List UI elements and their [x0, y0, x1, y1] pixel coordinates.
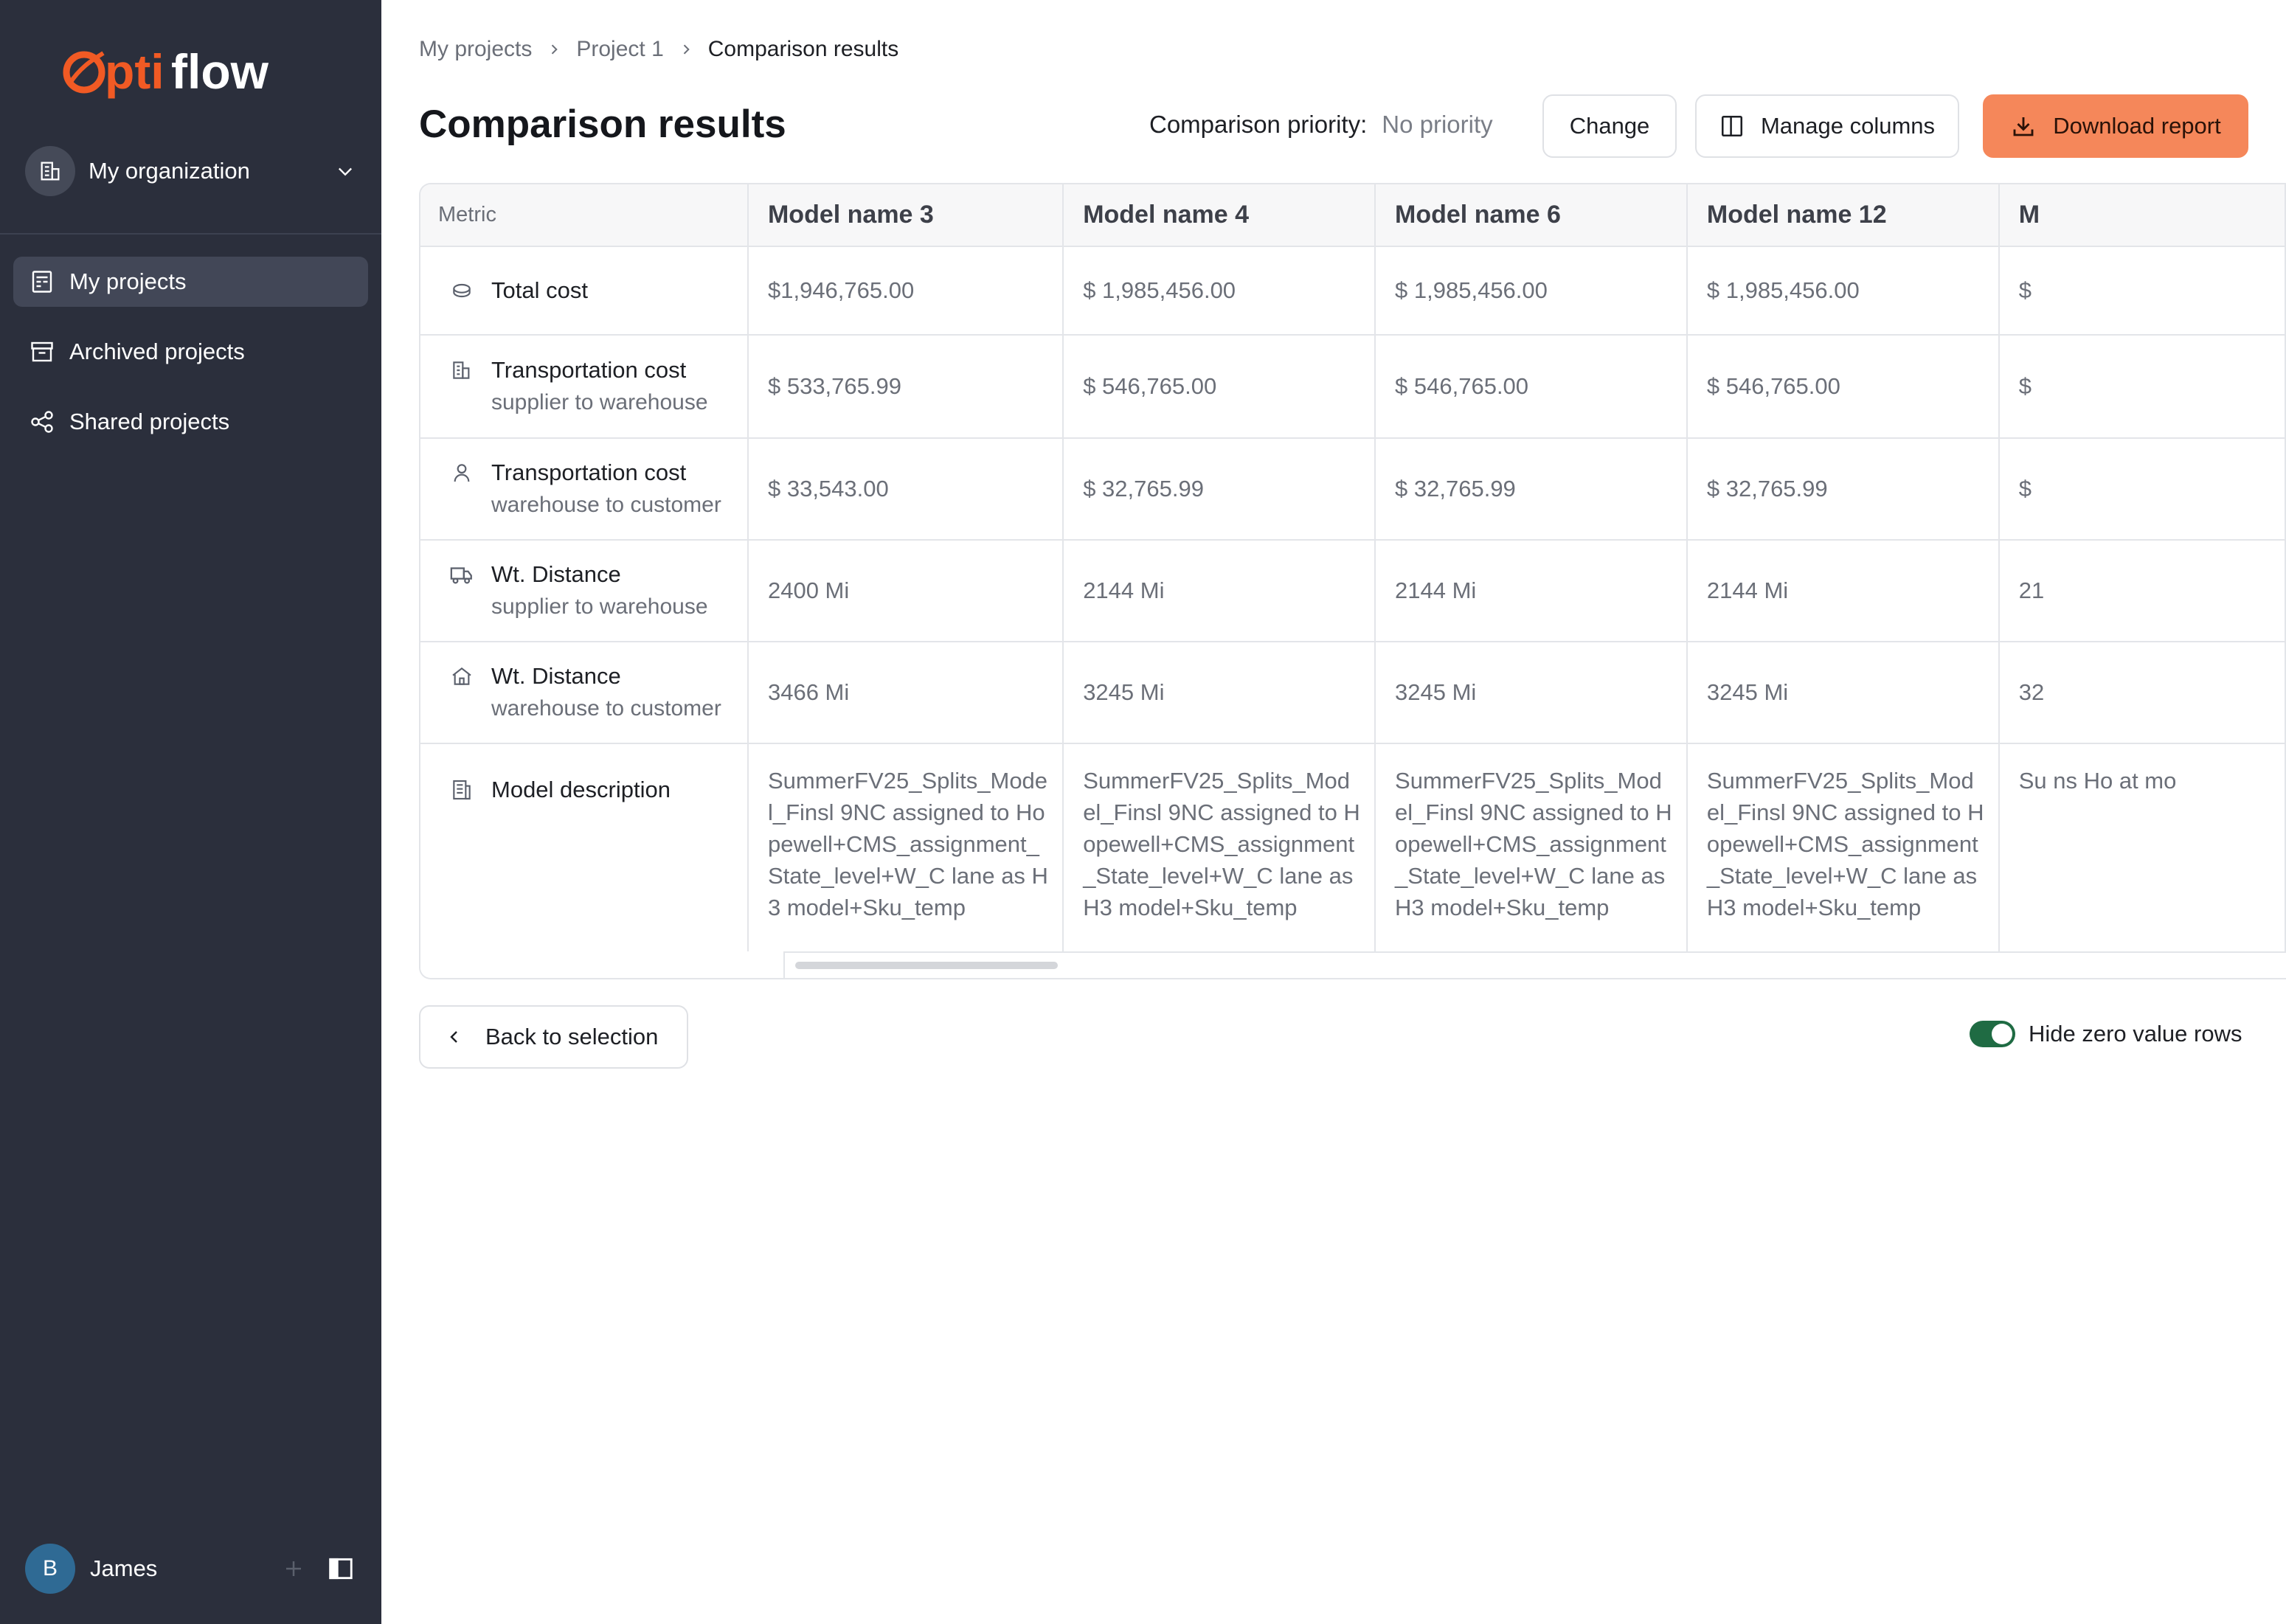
- table-cell: 2144 Mi: [1063, 540, 1375, 642]
- building-icon: [38, 159, 63, 184]
- table-cell: 3245 Mi: [1687, 642, 1999, 743]
- projects-icon: [28, 268, 56, 296]
- table-cell: $ 546,765.00: [1063, 335, 1375, 438]
- column-header[interactable]: Model name 3: [748, 184, 1063, 246]
- scrollbar-thumb[interactable]: [795, 962, 1058, 969]
- table-cell: $: [1999, 246, 2285, 335]
- table-cell: $: [1999, 335, 2285, 438]
- metric-label: Total cost: [491, 277, 588, 303]
- metric-label: Transportation cost: [491, 459, 687, 485]
- table-cell: $ 32,765.99: [1687, 438, 1999, 540]
- download-report-button[interactable]: [1983, 94, 2248, 158]
- table-cell: 2144 Mi: [1687, 540, 1999, 642]
- optiflow-logo[interactable]: [62, 38, 305, 105]
- sidebar: [0, 0, 381, 1624]
- table-cell: 3245 Mi: [1375, 642, 1687, 743]
- table-cell: SummerFV25_Splits_Model_Finsl 9NC assigned to Hopewell+CMS_assignment_State_level+W_C lane as H3 model+Sku_temp: [1063, 743, 1375, 956]
- metric-cell: [420, 438, 748, 540]
- share-icon: [28, 408, 56, 436]
- table-cell: 32: [1999, 642, 2285, 743]
- metric-cell: [420, 540, 748, 642]
- table-cell: 21: [1999, 540, 2285, 642]
- sidebar-nav: [13, 257, 368, 467]
- change-label: Change: [1569, 113, 1650, 139]
- table-row: [420, 743, 2285, 956]
- change-priority-button[interactable]: [1542, 94, 1677, 158]
- truck-icon: [448, 561, 475, 588]
- table-cell: 2144 Mi: [1375, 540, 1687, 642]
- table-cell: $1,946,765.00: [748, 246, 1063, 335]
- toggle-knob: [1992, 1024, 2012, 1044]
- table-cell: $ 1,985,456.00: [1063, 246, 1375, 335]
- table-cell: $ 546,765.00: [1375, 335, 1687, 438]
- coins-icon: [448, 277, 475, 304]
- column-header[interactable]: Model name 6: [1375, 184, 1687, 246]
- breadcrumb: [419, 37, 898, 62]
- metric-sublabel: supplier to warehouse: [491, 594, 708, 619]
- metric-label: Wt. Distance: [491, 561, 621, 587]
- chevron-right-icon: [664, 42, 708, 57]
- metric-label: Wt. Distance: [491, 663, 621, 689]
- sidebar-item-archived-projects[interactable]: [13, 327, 368, 377]
- svg-text:flow: flow: [171, 44, 269, 99]
- table-cell: $ 1,985,456.00: [1687, 246, 1999, 335]
- metric-cell: [420, 743, 748, 956]
- sidebar-item-label: My projects: [69, 268, 187, 294]
- table-cell: SummerFV25_Splits_Model_Finsl 9NC assigned to Hopewell+CMS_assignment_State_level+W_C lane as H3 model+Sku_temp: [1375, 743, 1687, 956]
- organization-name: My organization: [89, 158, 250, 184]
- table-cell: $ 32,765.99: [1063, 438, 1375, 540]
- toggle-label: Hide zero value rows: [2029, 1021, 2242, 1047]
- metric-cell: [420, 642, 748, 743]
- chevron-right-icon: [532, 42, 576, 57]
- column-header[interactable]: M: [1999, 184, 2285, 246]
- manage-columns-button[interactable]: [1695, 94, 1959, 158]
- table-row: [420, 540, 2285, 642]
- column-header[interactable]: Model name 12: [1687, 184, 1999, 246]
- page-title: Comparison results: [419, 103, 786, 146]
- user-name: James: [90, 1555, 158, 1581]
- organization-avatar: [25, 146, 75, 196]
- logo-mark: [62, 38, 305, 105]
- table-cell: SummerFV25_Splits_Model_Finsl 9NC assigned to Hopewell+CMS_assignment_State_level+W_C lane as H3 model+Sku_temp: [1687, 743, 1999, 956]
- organization-switcher[interactable]: [25, 142, 360, 201]
- sidebar-item-label: Shared projects: [69, 409, 230, 434]
- table-cell: 3466 Mi: [748, 642, 1063, 743]
- add-icon[interactable]: [277, 1552, 310, 1585]
- sidebar-divider: [0, 233, 381, 235]
- table-cell: $ 32,765.99: [1375, 438, 1687, 540]
- table-cell: $: [1999, 438, 2285, 540]
- table-cell: $ 1,985,456.00: [1375, 246, 1687, 335]
- breadcrumb-current: Comparison results: [707, 37, 899, 61]
- metric-sublabel: supplier to warehouse: [491, 390, 708, 414]
- collapse-sidebar-icon[interactable]: [325, 1552, 357, 1585]
- metric-cell: [420, 335, 748, 438]
- hide-zero-rows-toggle[interactable]: [1970, 1021, 2015, 1047]
- download-label: Download report: [2053, 113, 2221, 139]
- chevron-down-icon[interactable]: [330, 156, 360, 186]
- home-icon: [448, 663, 475, 690]
- metric-sublabel: warehouse to customer: [491, 696, 721, 721]
- back-label: Back to selection: [485, 1024, 659, 1049]
- user-profile[interactable]: [25, 1543, 357, 1594]
- manage-columns-label: Manage columns: [1760, 113, 1936, 139]
- document-icon: [448, 777, 475, 803]
- avatar: B: [25, 1544, 75, 1594]
- metric-label: Transportation cost: [491, 357, 687, 383]
- download-icon: [2010, 113, 2037, 139]
- metric-column-header: Metric: [420, 184, 748, 246]
- table-cell: Su ns Ho at mo: [1999, 743, 2285, 956]
- table-cell: 3245 Mi: [1063, 642, 1375, 743]
- column-header[interactable]: Model name 4: [1063, 184, 1375, 246]
- archive-icon: [28, 338, 56, 366]
- table-row: [420, 335, 2285, 438]
- priority-value: No priority: [1382, 111, 1493, 138]
- comparison-priority: [1149, 111, 1493, 139]
- metric-sublabel: warehouse to customer: [491, 493, 721, 517]
- metric-cell: [420, 246, 748, 335]
- breadcrumb-project[interactable]: Project 1: [576, 37, 664, 61]
- comparison-table: [419, 183, 2286, 979]
- table-cell: $ 533,765.99: [748, 335, 1063, 438]
- hide-zero-rows-control: [1970, 1021, 2242, 1047]
- building-icon: [448, 357, 475, 384]
- columns-icon: [1719, 114, 1745, 139]
- priority-label: Comparison priority:: [1149, 111, 1368, 138]
- metric-label: Model description: [491, 777, 671, 802]
- table-row: [420, 642, 2285, 743]
- person-icon: [448, 459, 475, 486]
- horizontal-scrollbar[interactable]: [785, 951, 2286, 978]
- table-cell: SummerFV25_Splits_Model_Finsl 9NC assigned to Hopewell+CMS_assignment_State_level+W_C lane as H3 model+Sku_temp: [748, 743, 1063, 956]
- back-to-selection-button[interactable]: [419, 1005, 688, 1069]
- svg-text:pti: pti: [105, 44, 164, 99]
- sidebar-item-my-projects[interactable]: [13, 257, 368, 307]
- table-row: [420, 246, 2285, 335]
- metric-column-footer: [420, 951, 785, 979]
- sidebar-item-label: Archived projects: [69, 339, 245, 364]
- table-row: [420, 438, 2285, 540]
- sidebar-item-shared-projects[interactable]: [13, 397, 368, 447]
- table-header-row: [420, 184, 2285, 246]
- chevron-left-icon: [446, 1028, 463, 1046]
- table-cell: $ 33,543.00: [748, 438, 1063, 540]
- table-cell: $ 546,765.00: [1687, 335, 1999, 438]
- table-cell: 2400 Mi: [748, 540, 1063, 642]
- breadcrumb-my-projects[interactable]: My projects: [419, 37, 533, 61]
